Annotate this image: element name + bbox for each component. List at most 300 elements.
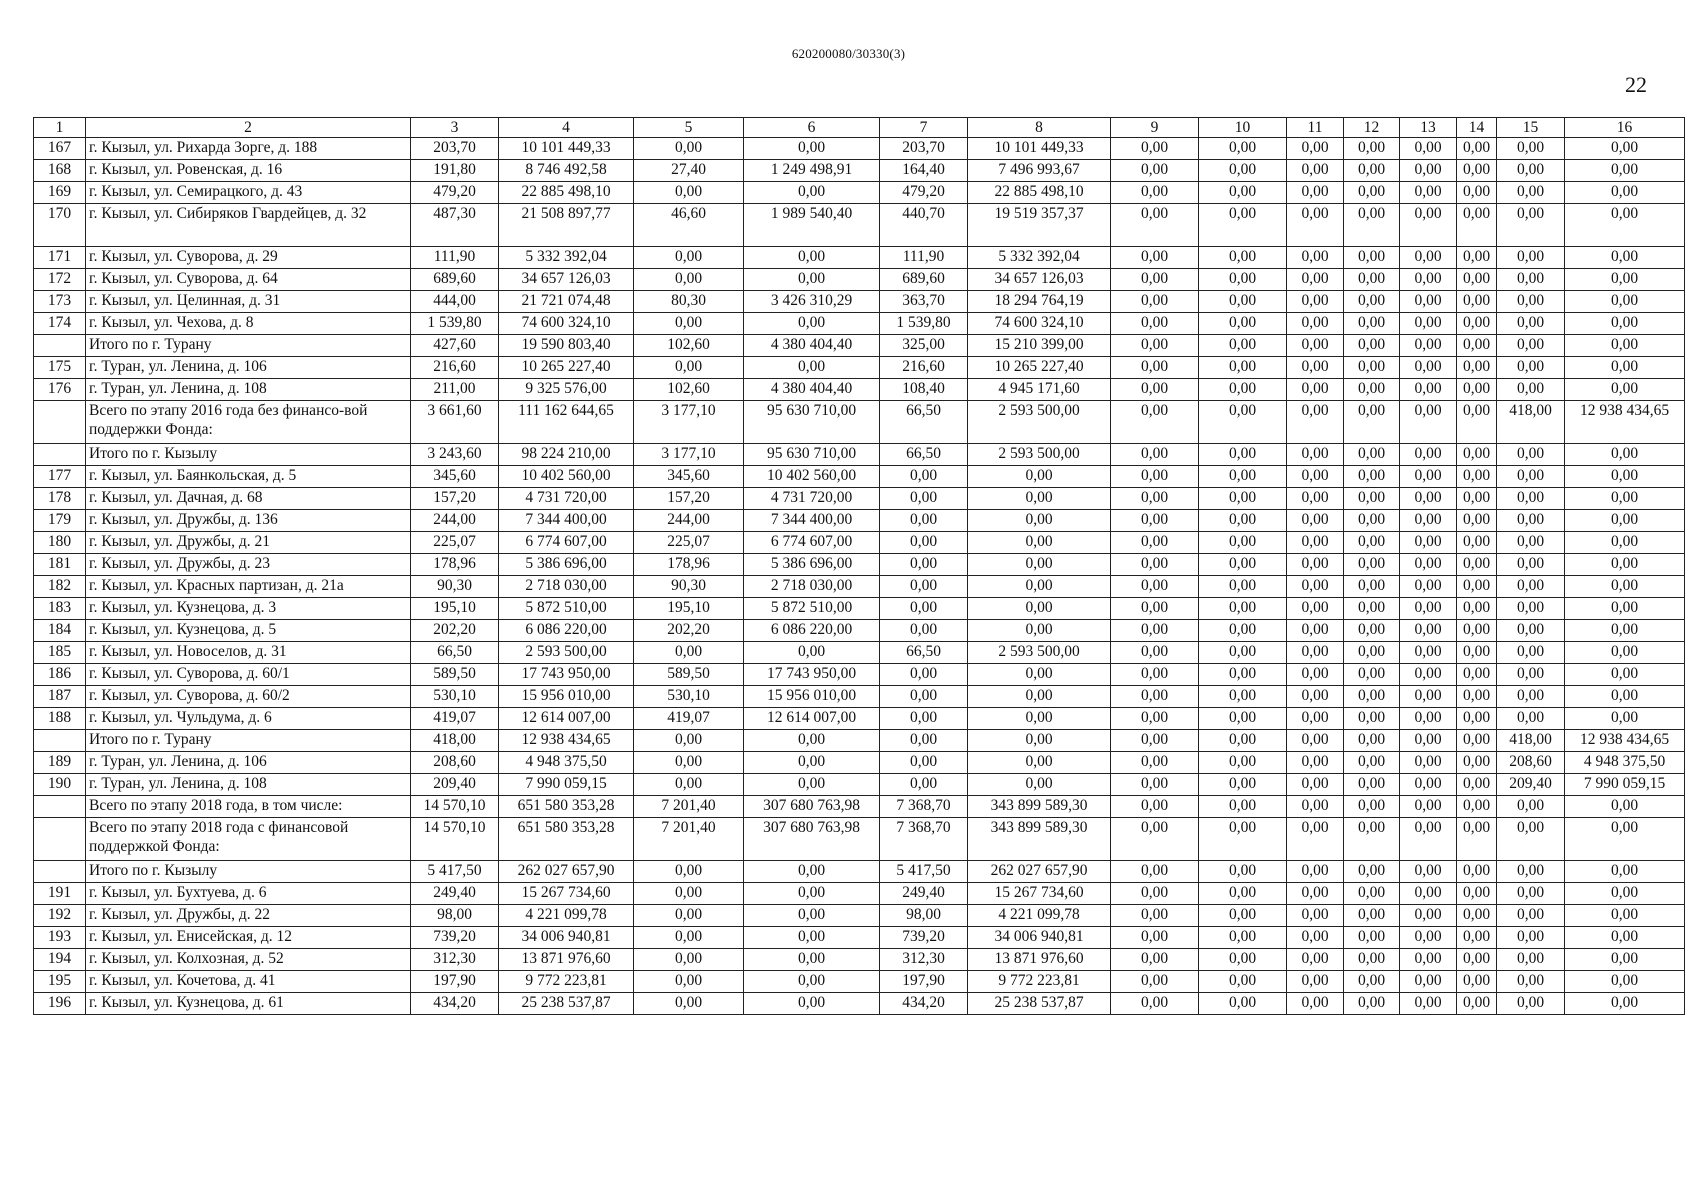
value-cell: 0,00: [1199, 796, 1287, 818]
table-row: [34, 664, 1685, 686]
address-cell: г. Кызыл, ул. Кузнецова, д. 3: [86, 598, 411, 620]
value-cell: 0,00: [1400, 993, 1457, 1015]
value-cell: 6 774 607,00: [744, 532, 880, 554]
value-cell: 0,00: [1199, 554, 1287, 576]
table-row: [34, 796, 1685, 818]
value-cell: 66,50: [880, 444, 968, 466]
value-cell: 0,00: [1497, 510, 1565, 532]
header-row: [34, 118, 1685, 138]
table-row: [34, 247, 1685, 269]
value-cell: 0,00: [1565, 993, 1685, 1015]
value-cell: 0,00: [1497, 160, 1565, 182]
value-cell: 0,00: [1344, 138, 1400, 160]
value-cell: 15 210 399,00: [968, 335, 1111, 357]
value-cell: 0,00: [1111, 160, 1199, 182]
value-cell: 0,00: [1565, 269, 1685, 291]
value-cell: 0,00: [1287, 905, 1344, 927]
value-cell: 0,00: [1565, 444, 1685, 466]
value-cell: 197,90: [411, 971, 499, 993]
value-cell: 0,00: [1344, 204, 1400, 247]
value-cell: 0,00: [1497, 138, 1565, 160]
value-cell: 0,00: [1565, 905, 1685, 927]
value-cell: 0,00: [880, 620, 968, 642]
table-row: [34, 269, 1685, 291]
value-cell: 0,00: [744, 752, 880, 774]
value-cell: 0,00: [880, 576, 968, 598]
value-cell: 0,00: [1199, 576, 1287, 598]
value-cell: 0,00: [1344, 466, 1400, 488]
value-cell: 0,00: [1199, 510, 1287, 532]
address-cell: г. Туран, ул. Ленина, д. 108: [86, 379, 411, 401]
value-cell: 0,00: [1111, 993, 1199, 1015]
value-cell: 0,00: [1400, 708, 1457, 730]
value-cell: 0,00: [1199, 269, 1287, 291]
value-cell: 4 945 171,60: [968, 379, 1111, 401]
value-cell: 157,20: [411, 488, 499, 510]
value-cell: 0,00: [1199, 138, 1287, 160]
address-cell: г. Кызыл, ул. Колхозная, д. 52: [86, 949, 411, 971]
value-cell: 102,60: [634, 379, 744, 401]
column-header: 13: [1400, 118, 1457, 138]
value-cell: 427,60: [411, 335, 499, 357]
value-cell: 0,00: [880, 686, 968, 708]
value-cell: 2 718 030,00: [499, 576, 634, 598]
value-cell: 0,00: [1287, 488, 1344, 510]
value-cell: 0,00: [634, 861, 744, 883]
value-cell: 312,30: [411, 949, 499, 971]
data-table: [33, 117, 1685, 1015]
value-cell: 0,00: [1497, 335, 1565, 357]
value-cell: 0,00: [1400, 401, 1457, 444]
value-cell: 0,00: [1111, 269, 1199, 291]
value-cell: 0,00: [1565, 708, 1685, 730]
value-cell: 0,00: [968, 554, 1111, 576]
value-cell: 0,00: [1344, 444, 1400, 466]
value-cell: 0,00: [1199, 861, 1287, 883]
value-cell: 0,00: [1565, 335, 1685, 357]
table-row: [34, 752, 1685, 774]
value-cell: 7 990 059,15: [1565, 774, 1685, 796]
value-cell: 0,00: [1400, 554, 1457, 576]
value-cell: 3 177,10: [634, 444, 744, 466]
row-number-cell: 182: [34, 576, 86, 598]
value-cell: 0,00: [1344, 532, 1400, 554]
value-cell: 0,00: [634, 357, 744, 379]
value-cell: 0,00: [968, 510, 1111, 532]
value-cell: 0,00: [1400, 247, 1457, 269]
row-number-cell: 186: [34, 664, 86, 686]
table-row: [34, 466, 1685, 488]
value-cell: 111,90: [411, 247, 499, 269]
value-cell: 225,07: [411, 532, 499, 554]
value-cell: 74 600 324,10: [499, 313, 634, 335]
value-cell: 0,00: [1199, 949, 1287, 971]
address-cell: г. Кызыл, ул. Суворова, д. 29: [86, 247, 411, 269]
value-cell: 0,00: [1199, 927, 1287, 949]
value-cell: 0,00: [634, 949, 744, 971]
value-cell: 0,00: [1457, 927, 1497, 949]
value-cell: 0,00: [1199, 335, 1287, 357]
value-cell: 5 332 392,04: [499, 247, 634, 269]
value-cell: 419,07: [634, 708, 744, 730]
value-cell: 0,00: [1497, 993, 1565, 1015]
value-cell: 12 938 434,65: [1565, 401, 1685, 444]
value-cell: 0,00: [744, 861, 880, 883]
address-cell: Всего по этапу 2016 года без финансо-вой поддержки Фонда:: [86, 401, 411, 444]
value-cell: 0,00: [1199, 444, 1287, 466]
value-cell: 19 519 357,37: [968, 204, 1111, 247]
value-cell: 5 872 510,00: [499, 598, 634, 620]
value-cell: 0,00: [1111, 138, 1199, 160]
value-cell: 0,00: [1565, 818, 1685, 861]
row-number-cell: 180: [34, 532, 86, 554]
value-cell: 0,00: [1199, 774, 1287, 796]
value-cell: 3 426 310,29: [744, 291, 880, 313]
value-cell: 479,20: [880, 182, 968, 204]
value-cell: 0,00: [1457, 554, 1497, 576]
row-number-cell: 193: [34, 927, 86, 949]
value-cell: 202,20: [411, 620, 499, 642]
value-cell: 208,60: [1497, 752, 1565, 774]
value-cell: 530,10: [634, 686, 744, 708]
value-cell: 6 086 220,00: [744, 620, 880, 642]
value-cell: 739,20: [411, 927, 499, 949]
value-cell: 0,00: [880, 532, 968, 554]
value-cell: 0,00: [1344, 269, 1400, 291]
value-cell: 0,00: [1457, 642, 1497, 664]
value-cell: 178,96: [634, 554, 744, 576]
value-cell: 0,00: [1400, 905, 1457, 927]
value-cell: 0,00: [1344, 247, 1400, 269]
value-cell: 4 380 404,40: [744, 335, 880, 357]
value-cell: 0,00: [1457, 664, 1497, 686]
value-cell: 0,00: [1287, 204, 1344, 247]
value-cell: 345,60: [634, 466, 744, 488]
value-cell: 5 386 696,00: [744, 554, 880, 576]
value-cell: 0,00: [1199, 291, 1287, 313]
value-cell: 0,00: [744, 247, 880, 269]
value-cell: 0,00: [744, 927, 880, 949]
value-cell: 651 580 353,28: [499, 818, 634, 861]
value-cell: 0,00: [634, 269, 744, 291]
value-cell: 1 249 498,91: [744, 160, 880, 182]
column-header: 15: [1497, 118, 1565, 138]
value-cell: 19 590 803,40: [499, 335, 634, 357]
value-cell: 530,10: [411, 686, 499, 708]
value-cell: 0,00: [1111, 335, 1199, 357]
value-cell: 307 680 763,98: [744, 818, 880, 861]
table-row: [34, 993, 1685, 1015]
value-cell: 0,00: [1457, 357, 1497, 379]
value-cell: 434,20: [880, 993, 968, 1015]
value-cell: 0,00: [1199, 598, 1287, 620]
value-cell: 0,00: [1199, 993, 1287, 1015]
value-cell: 0,00: [1400, 861, 1457, 883]
value-cell: 0,00: [1565, 488, 1685, 510]
table-row: [34, 204, 1685, 247]
value-cell: 244,00: [634, 510, 744, 532]
value-cell: 14 570,10: [411, 796, 499, 818]
value-cell: 363,70: [880, 291, 968, 313]
column-header: 8: [968, 118, 1111, 138]
value-cell: 0,00: [1400, 796, 1457, 818]
address-cell: г. Кызыл, ул. Дружбы, д. 21: [86, 532, 411, 554]
value-cell: 0,00: [744, 993, 880, 1015]
value-cell: 0,00: [1344, 182, 1400, 204]
value-cell: 589,50: [411, 664, 499, 686]
value-cell: 0,00: [1400, 466, 1457, 488]
value-cell: 0,00: [880, 774, 968, 796]
address-cell: г. Кызыл, ул. Чульдума, д. 6: [86, 708, 411, 730]
address-cell: г. Кызыл, ул. Новоселов, д. 31: [86, 642, 411, 664]
value-cell: 0,00: [1400, 510, 1457, 532]
value-cell: 4 731 720,00: [499, 488, 634, 510]
value-cell: 0,00: [1287, 752, 1344, 774]
row-number-cell: 168: [34, 160, 86, 182]
value-cell: 0,00: [1457, 204, 1497, 247]
value-cell: 0,00: [1287, 927, 1344, 949]
value-cell: 0,00: [1287, 883, 1344, 905]
value-cell: 0,00: [634, 247, 744, 269]
value-cell: 15 267 734,60: [499, 883, 634, 905]
value-cell: 244,00: [411, 510, 499, 532]
value-cell: 0,00: [634, 774, 744, 796]
value-cell: 0,00: [1344, 796, 1400, 818]
value-cell: 0,00: [1287, 576, 1344, 598]
value-cell: 0,00: [1565, 291, 1685, 313]
value-cell: 108,40: [880, 379, 968, 401]
table-row: [34, 335, 1685, 357]
address-cell: г. Кызыл, ул. Дружбы, д. 22: [86, 905, 411, 927]
value-cell: 7 201,40: [634, 796, 744, 818]
value-cell: 0,00: [968, 598, 1111, 620]
value-cell: 216,60: [411, 357, 499, 379]
value-cell: 0,00: [1111, 708, 1199, 730]
value-cell: 195,10: [411, 598, 499, 620]
value-cell: 34 006 940,81: [499, 927, 634, 949]
value-cell: 0,00: [1111, 971, 1199, 993]
value-cell: 0,00: [968, 532, 1111, 554]
value-cell: 0,00: [1400, 730, 1457, 752]
value-cell: 0,00: [1344, 401, 1400, 444]
value-cell: 209,40: [1497, 774, 1565, 796]
value-cell: 0,00: [1111, 247, 1199, 269]
value-cell: 0,00: [1497, 247, 1565, 269]
value-cell: 0,00: [1565, 576, 1685, 598]
value-cell: 0,00: [1287, 774, 1344, 796]
value-cell: 0,00: [1199, 905, 1287, 927]
value-cell: 34 657 126,03: [499, 269, 634, 291]
value-cell: 343 899 589,30: [968, 796, 1111, 818]
table-row: [34, 182, 1685, 204]
value-cell: 0,00: [1199, 401, 1287, 444]
value-cell: 0,00: [880, 752, 968, 774]
value-cell: 0,00: [1400, 379, 1457, 401]
value-cell: 66,50: [880, 642, 968, 664]
address-cell: Итого по г. Кызылу: [86, 861, 411, 883]
value-cell: 17 743 950,00: [499, 664, 634, 686]
value-cell: 0,00: [1344, 313, 1400, 335]
value-cell: 0,00: [1287, 379, 1344, 401]
value-cell: 0,00: [1287, 269, 1344, 291]
address-cell: г. Кызыл, ул. Кочетова, д. 41: [86, 971, 411, 993]
value-cell: 0,00: [1199, 313, 1287, 335]
value-cell: 418,00: [1497, 730, 1565, 752]
table-row: [34, 730, 1685, 752]
value-cell: 6 774 607,00: [499, 532, 634, 554]
value-cell: 0,00: [1287, 160, 1344, 182]
value-cell: 7 344 400,00: [744, 510, 880, 532]
value-cell: 12 938 434,65: [1565, 730, 1685, 752]
value-cell: 0,00: [1111, 620, 1199, 642]
value-cell: 0,00: [1497, 357, 1565, 379]
value-cell: 0,00: [1344, 488, 1400, 510]
value-cell: 0,00: [1287, 642, 1344, 664]
value-cell: 0,00: [744, 138, 880, 160]
value-cell: 0,00: [1565, 642, 1685, 664]
value-cell: 0,00: [1497, 466, 1565, 488]
value-cell: 0,00: [1457, 401, 1497, 444]
value-cell: 25 238 537,87: [968, 993, 1111, 1015]
value-cell: 4 221 099,78: [499, 905, 634, 927]
value-cell: 8 746 492,58: [499, 160, 634, 182]
value-cell: 191,80: [411, 160, 499, 182]
value-cell: 0,00: [744, 949, 880, 971]
value-cell: 15 956 010,00: [744, 686, 880, 708]
value-cell: 0,00: [1497, 182, 1565, 204]
value-cell: 0,00: [1287, 466, 1344, 488]
value-cell: 6 086 220,00: [499, 620, 634, 642]
value-cell: 95 630 710,00: [744, 401, 880, 444]
value-cell: 203,70: [880, 138, 968, 160]
value-cell: 202,20: [634, 620, 744, 642]
value-cell: 0,00: [1111, 291, 1199, 313]
value-cell: 0,00: [1400, 774, 1457, 796]
value-cell: 0,00: [1497, 796, 1565, 818]
value-cell: 34 006 940,81: [968, 927, 1111, 949]
address-cell: г. Кызыл, ул. Семирацкого, д. 43: [86, 182, 411, 204]
row-number-cell: 175: [34, 357, 86, 379]
value-cell: 0,00: [1344, 905, 1400, 927]
value-cell: 0,00: [1111, 488, 1199, 510]
column-header: 10: [1199, 118, 1287, 138]
value-cell: 15 267 734,60: [968, 883, 1111, 905]
value-cell: 0,00: [1457, 532, 1497, 554]
value-cell: 312,30: [880, 949, 968, 971]
value-cell: 0,00: [1400, 949, 1457, 971]
value-cell: 3 177,10: [634, 401, 744, 444]
table-row: [34, 642, 1685, 664]
value-cell: 195,10: [634, 598, 744, 620]
value-cell: 0,00: [634, 730, 744, 752]
address-cell: г. Кызыл, ул. Кузнецова, д. 61: [86, 993, 411, 1015]
column-header: 11: [1287, 118, 1344, 138]
row-number-cell: 192: [34, 905, 86, 927]
value-cell: 0,00: [1565, 664, 1685, 686]
value-cell: 0,00: [1497, 927, 1565, 949]
value-cell: 21 721 074,48: [499, 291, 634, 313]
value-cell: 0,00: [1287, 401, 1344, 444]
value-cell: 0,00: [1400, 971, 1457, 993]
value-cell: 9 772 223,81: [499, 971, 634, 993]
value-cell: 22 885 498,10: [499, 182, 634, 204]
value-cell: 0,00: [1111, 466, 1199, 488]
row-number-cell: [34, 861, 86, 883]
value-cell: 0,00: [1497, 620, 1565, 642]
value-cell: 0,00: [1497, 291, 1565, 313]
value-cell: 95 630 710,00: [744, 444, 880, 466]
value-cell: 0,00: [1457, 269, 1497, 291]
value-cell: 0,00: [1497, 708, 1565, 730]
table-row: [34, 291, 1685, 313]
value-cell: 0,00: [968, 774, 1111, 796]
value-cell: 0,00: [1565, 247, 1685, 269]
value-cell: 0,00: [1457, 620, 1497, 642]
value-cell: 0,00: [880, 488, 968, 510]
value-cell: 0,00: [1199, 730, 1287, 752]
value-cell: 0,00: [1457, 444, 1497, 466]
table-row: [34, 686, 1685, 708]
value-cell: 0,00: [1111, 686, 1199, 708]
value-cell: 0,00: [1287, 686, 1344, 708]
value-cell: 0,00: [1457, 335, 1497, 357]
address-cell: г. Кызыл, ул. Суворова, д. 64: [86, 269, 411, 291]
table-row: [34, 554, 1685, 576]
value-cell: 0,00: [1400, 357, 1457, 379]
row-number-cell: 184: [34, 620, 86, 642]
value-cell: 0,00: [1344, 664, 1400, 686]
value-cell: 12 938 434,65: [499, 730, 634, 752]
address-cell: г. Кызыл, ул. Енисейская, д. 12: [86, 927, 411, 949]
value-cell: 0,00: [1457, 313, 1497, 335]
value-cell: 0,00: [1400, 182, 1457, 204]
value-cell: 689,60: [411, 269, 499, 291]
value-cell: 0,00: [1344, 774, 1400, 796]
value-cell: 0,00: [1400, 664, 1457, 686]
value-cell: 10 101 449,33: [968, 138, 1111, 160]
value-cell: 0,00: [1344, 379, 1400, 401]
value-cell: 111,90: [880, 247, 968, 269]
value-cell: 0,00: [1457, 182, 1497, 204]
value-cell: 4 380 404,40: [744, 379, 880, 401]
value-cell: 0,00: [1457, 971, 1497, 993]
value-cell: 0,00: [1344, 576, 1400, 598]
value-cell: 178,96: [411, 554, 499, 576]
value-cell: 0,00: [1400, 598, 1457, 620]
value-cell: 0,00: [634, 138, 744, 160]
table-row: [34, 138, 1685, 160]
value-cell: 0,00: [1287, 796, 1344, 818]
row-number-cell: 178: [34, 488, 86, 510]
value-cell: 0,00: [1287, 861, 1344, 883]
column-header: 12: [1344, 118, 1400, 138]
address-cell: Всего по этапу 2018 года, в том числе:: [86, 796, 411, 818]
value-cell: 164,40: [880, 160, 968, 182]
value-cell: 5 332 392,04: [968, 247, 1111, 269]
value-cell: 21 508 897,77: [499, 204, 634, 247]
value-cell: 0,00: [744, 883, 880, 905]
value-cell: 419,07: [411, 708, 499, 730]
value-cell: 0,00: [1565, 861, 1685, 883]
table-row: [34, 444, 1685, 466]
value-cell: 0,00: [1199, 204, 1287, 247]
row-number-cell: 191: [34, 883, 86, 905]
value-cell: 4 948 375,50: [499, 752, 634, 774]
table-row: [34, 620, 1685, 642]
row-number-cell: 196: [34, 993, 86, 1015]
row-number-cell: 179: [34, 510, 86, 532]
value-cell: 98,00: [880, 905, 968, 927]
